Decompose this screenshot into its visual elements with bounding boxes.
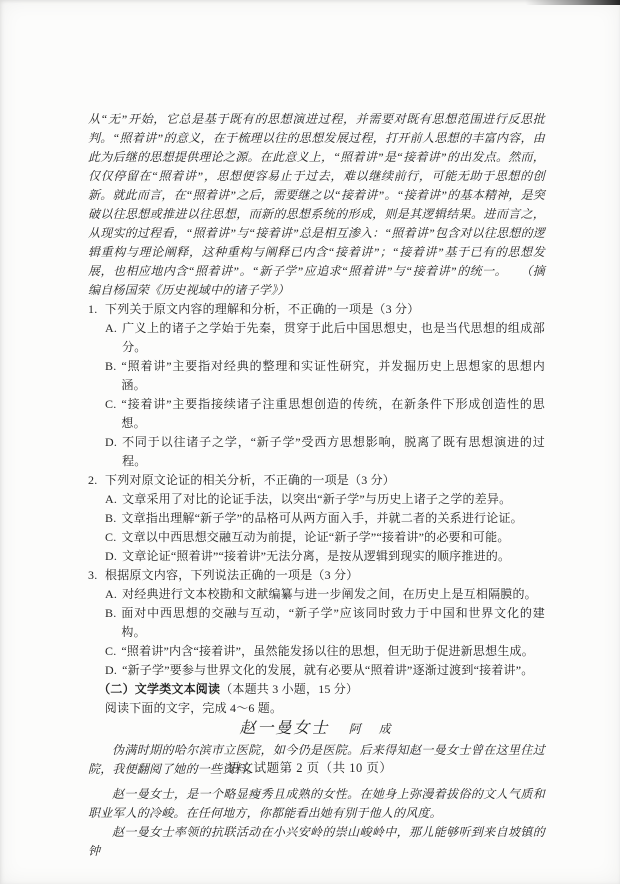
- option-text: 面对中西思想的交融与互动，“新子学”应该同时致力于中国和世界文化的建构。: [121, 606, 545, 639]
- question-2-option-c: [88, 528, 545, 547]
- story-author: 阿 成: [348, 722, 394, 736]
- question-2-option-d: [88, 547, 545, 566]
- option-label: B.: [105, 511, 117, 525]
- option-text: “新子学”要参与世界文化的发展，就有必要从“照着讲”逐渐过渡到“接着讲”。: [122, 663, 534, 677]
- question-3-option-d: [88, 661, 545, 680]
- option-label: C.: [105, 397, 117, 411]
- option-text: 广义上的诸子之学始于先秦，贯穿于此后中国思想史，也是当代思想的组成部分。: [122, 321, 545, 354]
- option-text: “照着讲”主要指对经典的整理和实证性研究，并发掘历史上思想家的思想内涵。: [121, 359, 545, 392]
- section-2-heading-title: （二）文学类文本阅读: [98, 682, 221, 696]
- page-content: [88, 110, 545, 861]
- question-2-option-b: [88, 509, 545, 528]
- section-2-heading: [88, 680, 545, 699]
- question-2: [88, 471, 545, 566]
- question-3-option-b: [88, 604, 545, 642]
- question-3-stem-text: 根据原文内容，下列说法正确的一项是（3 分）: [105, 568, 359, 582]
- question-1-number: 1.: [88, 302, 98, 316]
- option-text: “接着讲”主要指接续诸子注重思想创造的传统，在新条件下形成创造性的思想。: [121, 397, 545, 430]
- option-text: 文章指出理解“新子学”的品格可从两方面入手，并就二者的关系进行论证。: [121, 511, 523, 525]
- scan-artifact-streak: [525, 0, 620, 5]
- option-text: 文章论证“照着讲”“接着讲”无法分离，是按从逻辑到现实的顺序推进的。: [122, 549, 511, 563]
- question-2-stem: [88, 471, 545, 490]
- question-1: [88, 300, 545, 471]
- question-1-option-a: [88, 319, 545, 357]
- story-paragraph-1: 伪满时期的哈尔滨市立医院，如今仍是医院。后来得知赵一曼女士曾在这里住过院，我便翻阅了她的一些资料。: [88, 743, 545, 776]
- question-3-option-a: [88, 585, 545, 604]
- question-2-option-a: [88, 490, 545, 509]
- story-title: 赵一曼女士: [239, 720, 330, 737]
- section-2-heading-note: （本题共 3 小题，15 分）: [220, 682, 359, 696]
- article-text: 从“无”开始，它总是基于既有的思想演进过程，并需要对既有思想范围进行反思批判。“照着讲”的意义，在于梳理以往的思想发展过程，打开前人思想的丰富内容，由此为后继的思想提供理论之源。在此意义上，“照着讲”是“接着讲”的出发点。然而，仅仅停留在“照着讲”，思想便容易止于过去，难以继续前行，可能无助于思想的创新。就此而言，在“照着讲”之后，需要继之以“接着讲”。“接着讲”的基本精神，是突破以往思想或推进以往思想，而新的思想系统的形成，则是其逻辑结果。进而言之，从现实的过程看，“照着讲”与“接着讲”总是相互渗入：“照着讲”包含对以往思想的逻辑重构与理论阐释，这种重构与阐释已内含“接着讲”；“接着讲”基于已有的思想发展，也相应地内含“照着讲”。“新子学”应追求“照着讲”与“接着讲”的统一。: [88, 112, 545, 278]
- option-label: D.: [105, 549, 118, 563]
- article-attribution: （摘编自杨国荣《历史视域中的诸子学》）: [88, 264, 545, 297]
- option-label: B.: [105, 606, 117, 620]
- question-2-stem-text: 下列对原文论证的相关分析，不正确的一项是（3 分）: [105, 473, 396, 487]
- option-label: C.: [105, 530, 117, 544]
- question-1-option-b: [88, 357, 545, 395]
- option-label: D.: [105, 663, 118, 677]
- question-2-number: 2.: [88, 473, 98, 487]
- option-label: A.: [105, 321, 118, 335]
- article-excerpt: [88, 110, 545, 300]
- question-1-option-c: [88, 395, 545, 433]
- question-3-option-c: [88, 642, 545, 661]
- option-label: B.: [105, 359, 117, 373]
- option-label: A.: [105, 492, 118, 506]
- option-text: “照着讲”内含“接着讲”，虽然能发扬以往的思想，但无助于促进新思想生成。: [121, 644, 534, 658]
- option-text: 文章以中西思想交融互动为前提，论证“新子学”“接着讲”的必要和可能。: [121, 530, 510, 544]
- page-footer: 语文试题第 2 页（共 10 页）: [227, 761, 393, 775]
- story-title-row: [88, 719, 545, 739]
- question-1-stem: [88, 300, 545, 319]
- question-1-stem-text: 下列关于原文内容的理解和分析，不正确的一项是（3 分）: [105, 302, 420, 316]
- section-2-instruction: 阅读下面的文字，完成 4～6 题。: [104, 701, 283, 715]
- option-text: 文章采用了对比的论证手法，以突出“新子学”与历史上诸子之学的差异。: [122, 492, 512, 506]
- question-1-option-d: [88, 433, 545, 471]
- question-3-stem: [88, 566, 545, 585]
- option-text: 不同于以往诸子之学，“新子学”受西方思想影响，脱离了既有思想演进的过程。: [122, 435, 545, 468]
- option-label: A.: [105, 587, 118, 601]
- story-paragraph-2: 赵一曼女士，是一个略显瘦秀且成熟的女性。在她身上弥漫着拔俗的文人气质和职业军人的冷峻。在任何地方，你都能看出她有别于他人的风度。: [88, 787, 545, 820]
- question-3: [88, 566, 545, 680]
- story-paragraph-3: 赵一曼女士率领的抗联活动在小兴安岭的崇山峻岭中，那儿能够听到来自坡镇的钟: [88, 825, 545, 858]
- option-label: D.: [105, 435, 118, 449]
- option-text: 对经典进行文本校勘和文献编纂与进一步阐发之间，在历史上是互相隔膜的。: [122, 587, 537, 601]
- option-label: C.: [105, 644, 117, 658]
- question-3-number: 3.: [88, 568, 98, 582]
